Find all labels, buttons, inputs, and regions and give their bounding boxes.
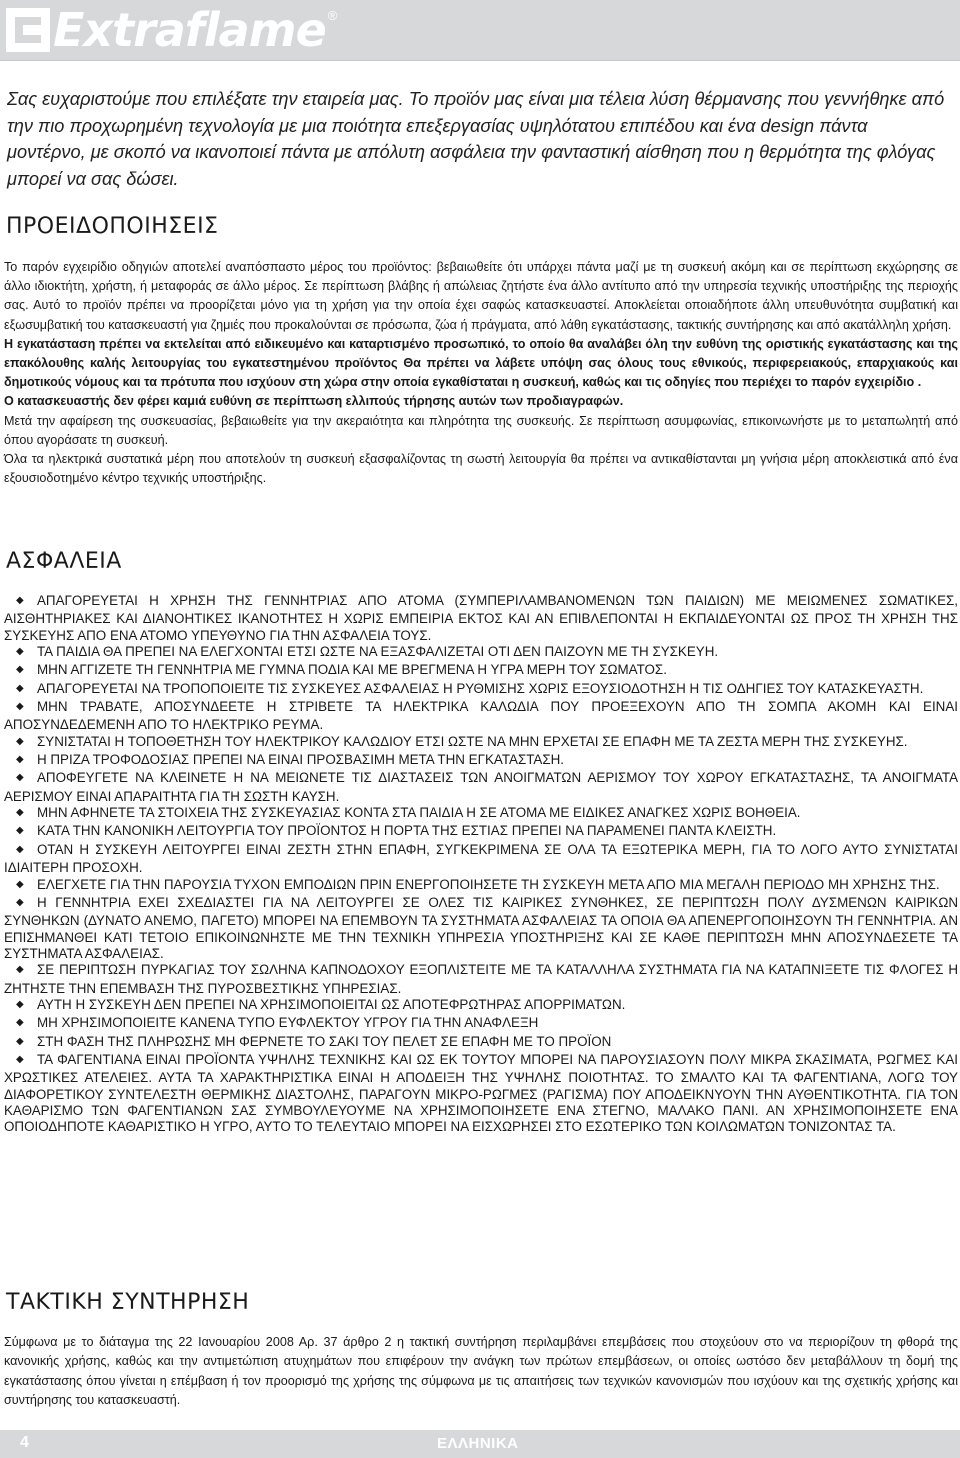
safety-item: ◆ ΣΕ ΠΕΡΙΠΤΩΣΗ ΠΥΡΚΑΓΙΑΣ ΤΟΥ ΣΩΛΗΝΑ ΚΑΠΝΟΔΟΧΟΥ ΕΞΟΠΛΙΣΤΕΙΤΕ ΜΕ ΤΑ ΚΑΤΑΛΛΗΛΑ ΣΥΣΤΗΜΑΤΑ ΓΙΑ ΝΑ ΚΑΤΑΠΝΙΞΕΤΕ ΤΙΣ ΦΛΟΓΕΣ Η ΖΗΤΗΣΤΕ ΤΗΝ ΕΠΕΜΒΑΣΗ ΤΗΣ ΠΥΡΟΣΒΕΣΤΙΚΗΣ ΥΠΗΡΕΣΙΑΣ. [4, 962, 958, 996]
diamond-bullet-icon: ◆ [16, 878, 24, 890]
diamond-bullet-icon: ◆ [16, 682, 24, 694]
maintenance-heading: ΤΑΚΤΙΚΗ ΣΥΝΤΗΡΗΣΗ [6, 1290, 250, 1315]
safety-item: ◆ ΜΗΝ ΤΡΑΒΑΤΕ, ΑΠΟΣΥΝΔΕΕΤΕ Η ΣΤΡΙΒΕΤΕ ΤΑ ΗΛΕΚΤΡΙΚΑ ΚΑΛΩΔΙΑ ΠΟΥ ΠΡΟΕΞΕΧΟΥΝ ΑΠΟ ΤΗ ΣΟΜΠΑ ΑΚΟΜΗ ΚΑΙ ΕΙΝΑΙ ΑΠΟΣΥΝΔΕΔΕΜΕΝΗ ΑΠΟ ΤΟ ΗΛΕΚΤΡΙΚΟ ΡΕΥΜΑ. [4, 699, 958, 733]
maintenance-body [4, 1333, 958, 1410]
safety-item: ◆ ΑΠΑΓΟΡΕΥΕΤΑΙ ΝΑ ΤΡΟΠΟΠΟΙΕΙΤΕ ΤΙΣ ΣΥΣΚΕΥΕΣ ΑΣΦΑΛΕΙΑΣ Η ΡΥΘΜΙΣΗΣ ΧΩΡΙΣ ΕΞΟΥΣΙΟΔΟΤΗΣΗ Η ΤΙΣ ΟΔΗΓΙΕΣ ΤΟΥ ΚΑΤΑΣΚΕΥΑΣΤΗ. [4, 681, 958, 699]
page-number: 4 [20, 1434, 29, 1451]
diamond-bullet-icon: ◆ [16, 964, 24, 976]
diamond-bullet-icon: ◆ [16, 646, 24, 658]
diamond-bullet-icon: ◆ [16, 701, 24, 713]
safety-item: ◆ ΟΤΑΝ Η ΣΥΣΚΕΥΗ ΛΕΙΤΟΥΡΓΕΙ ΕΙΝΑΙ ΖΕΣΤΗ ΣΤΗΝ ΕΠΑΦΗ, ΣΥΓΚΕΚΡΙΜΕΝΑ ΣΕ ΟΛΑ ΤΑ ΕΞΩΤΕΡΙΚΑ ΜΕΡΗ, ΓΙΑ ΤΟ ΛΟΓΟ ΑΥΤΟ ΣΥΝΙΣΤΑΤΑΙ ΙΔΙΑΙΤΕΡΗ ΠΡΟΣΟΧΗ. [4, 841, 958, 876]
diamond-bullet-icon: ◆ [16, 807, 24, 819]
diamond-bullet-icon: ◆ [16, 754, 24, 766]
brand-logo [6, 3, 338, 57]
safety-item: ◆ ΑΠΟΦΕΥΓΕΤΕ ΝΑ ΚΛΕΙΝΕΤΕ Η ΝΑ ΜΕΙΩΝΕΤΕ ΤΙΣ ΔΙΑΣΤΑΣΕΙΣ ΤΩΝ ΑΝΟΙΓΜΑΤΩΝ ΑΕΡΙΣΜΟΥ ΤΟΥ ΧΩΡΟΥ ΕΓΚΑΤΑΣΤΑΣΗΣ, ΤΑ ΑΝΟΙΓΜΑΤΑ ΑΕΡΙΣΜΟΥ ΕΙΝΑΙ ΑΠΑΡΑΙΤΗΤΑ ΓΙΑ ΤΗ ΣΩΣΤΗ ΚΑΥΣΗ. [4, 770, 958, 804]
diamond-bullet-icon: ◆ [16, 825, 24, 837]
diamond-bullet-icon: ◆ [16, 843, 24, 855]
electrical-parts-paragraph: Όλα τα ηλεκτρικά συστατικά μέρη που αποτελούν τη συσκευή εξασφαλίζοντας τη σωστή λειτουργία θα πρέπει να αντικαθίστανται μη γνήσια μέρη αποκλειστικά από ένα εξουσιοδοτημένο κέντρο τεχνικής υποστήριξης. [4, 452, 958, 486]
installation-paragraph: Η εγκατάσταση πρέπει να εκτελείται από ειδικευμένο και καταρτισμένο προσωπικό, το οποίο θα αναλάβει όλη την ευθύνη της οριστικής εγκατάστασης και της επακόλουθης καλής λειτουργίας του εγκατεστημένου προϊόντος Θα πρέπει να λάβετε υπόψη σας όλους τους εθνικούς, περιφερειακούς, επαρχιακούς και δημοτικούς νόμους και τα πρότυπα που ισχύουν στη χώρα στην οποία εγκαθίσταται η συσκευή, καθώς και τις οδηγίες που περιέχει το παρόν εγχειρίδιο . [4, 336, 958, 390]
warnings-body [4, 258, 958, 488]
logo-mark-icon [6, 8, 50, 52]
maintenance-paragraph: Σύμφωνα με το διάταγμα της 22 Ιανουαρίου 2008 Αρ. 37 άρθρο 2 η τακτική συντήρηση περιλαμβάνει επεμβάσεις που στοχεύουν στο να περιορίζουν τη φθορά της κανονικής χρήσης, καθώς και την αντιμετώπιση ατυχημάτων που επιφέρουν την ανάγκη των πρώτων επεμβάσεων, οι οποίες ωστόσο δεν μεταβάλλουν τη δομή της εγκατάστασης όπου γίνεται η επέμβαση ή τον προορισμό της χρήσης της σύμφωνα με τις απαιτήσεις των τεχνικών κανονισμών που ισχύουν και της σχετικής χρήσης και συντήρησης του κατασκευαστή. [4, 1335, 958, 1407]
diamond-bullet-icon: ◆ [16, 998, 24, 1010]
safety-item: ◆ ΕΛΕΓΧΕΤΕ ΓΙΑ ΤΗΝ ΠΑΡΟΥΣΙΑ ΤΥΧΟΝ ΕΜΠΟΔΙΩΝ ΠΡΙΝ ΕΝΕΡΓΟΠΟΙΗΣΕΤΕ ΤΗ ΣΥΣΚΕΥΗ ΜΕΤΑ ΑΠΟ ΜΙΑ ΜΕΓΑΛΗ ΠΕΡΙΟΔΟ ΜΗ ΧΡΗΣΗΣ ΤΗΣ. [4, 877, 958, 895]
footer-language: ΕΛΛΗΝΙΚΑ [437, 1435, 519, 1452]
registered-mark: ® [327, 8, 338, 23]
safety-item: ◆ ΤΑ ΠΑΙΔΙΑ ΘΑ ΠΡΕΠΕΙ ΝΑ ΕΛΕΓΧΟΝΤΑΙ ΕΤΣΙ ΩΣΤΕ ΝΑ ΕΞΑΣΦΑΛΙΖΕΤΑΙ ΟΤΙ ΔΕΝ ΠΑΙΖΟΥΝ ΜΕ ΤΗ ΣΥΣΚΕΥΗ. [4, 644, 958, 662]
safety-item: ◆ ΜΗΝ ΑΓΓΙΖΕΤΕ ΤΗ ΓΕΝΝΗΤΡΙΑ ΜΕ ΓΥΜΝΑ ΠΟΔΙΑ ΚΑΙ ΜΕ ΒΡΕΓΜΕΝΑ Η ΥΓΡΑ ΜΕΡΗ ΤΟΥ ΣΩΜΑΤΟΣ. [4, 662, 958, 680]
diamond-bullet-icon: ◆ [16, 1017, 24, 1029]
footer-bar [0, 1430, 960, 1458]
brand-name: Extraflame [53, 3, 326, 57]
safety-item: ◆ ΚΑΤΑ ΤΗΝ ΚΑΝΟΝΙΚΗ ΛΕΙΤΟΥΡΓΙΑ ΤΟΥ ΠΡΟΪΟΝΤΟΣ Η ΠΟΡΤΑ ΤΗΣ ΕΣΤΙΑΣ ΠΡΕΠΕΙ ΝΑ ΠΑΡΑΜΕΝΕΙ ΠΑΝΤΑ ΚΛΕΙΣΤΗ. [4, 823, 958, 841]
safety-item: ◆ ΜΗΝ ΑΦΗΝΕΤΕ ΤΑ ΣΤΟΙΧΕΙΑ ΤΗΣ ΣΥΣΚΕΥΑΣΙΑΣ ΚΟΝΤΑ ΣΤΑ ΠΑΙΔΙΑ Η ΣΕ ΑΤΟΜΑ ΜΕ ΕΙΔΙΚΕΣ ΑΝΑΓΚΕΣ ΧΩΡΙΣ ΒΟΗΘΕΙΑ. [4, 805, 958, 823]
diamond-bullet-icon: ◆ [16, 664, 24, 676]
diamond-bullet-icon: ◆ [16, 1035, 24, 1047]
diamond-bullet-icon: ◆ [16, 1053, 24, 1065]
safety-item: ◆ Η ΠΡΙΖΑ ΤΡΟΦΟΔΟΣΙΑΣ ΠΡΕΠΕΙ ΝΑ ΕΙΝΑΙ ΠΡΟΣΒΑΣΙΜΗ ΜΕΤΑ ΤΗΝ ΕΓΚΑΤΑΣΤΑΣΗ. [4, 752, 958, 770]
safety-item: ◆ ΑΠΑΓΟΡΕΥΕΤΑΙ Η ΧΡΗΣΗ ΤΗΣ ΓΕΝΝΗΤΡΙΑΣ ΑΠΟ ΑΤΟΜΑ (ΣΥΜΠΕΡΙΛΑΜΒΑΝΟΜΕΝΩΝ ΤΩΝ ΠΑΙΔΙΩΝ) ΜΕ ΜΕΙΩΜΕΝΕΣ ΣΩΜΑΤΙΚΕΣ, ΑΙΣΘΗΤΗΡΙΑΚΕΣ ΚΑΙ ΔΙΑΝΟΗΤΙΚΕΣ ΙΚΑΝΟΤΗΤΕΣ Η ΧΩΡΙΣ ΕΜΠΕΙΡΙΑ ΕΚΤΟΣ ΚΑΙ ΑΝ ΕΠΙΒΛΕΠΟΝΤΑΙ Η ΕΚΠΑΙΔΕΥΟΝΤΑΙ ΩΣ ΠΡΟΣ ΤΗ ΧΡΗΣΗ ΤΗΣ ΣΥΣΚΕΥΗΣ ΑΠΟ ΕΝΑ ΑΤΟΜΟ ΥΠΕΥΘΥΝΟ ΓΙΑ ΤΗΝ ΑΣΦΑΛΕΙΑ ΤΟΥΣ. [4, 593, 958, 643]
warnings-heading: ΠΡΟΕΙΔΟΠΟΙΗΣΕΙΣ [6, 214, 219, 239]
diamond-bullet-icon: ◆ [16, 735, 24, 747]
safety-item: ◆ ΑΥΤΗ Η ΣΥΣΚΕΥΗ ΔΕΝ ΠΡΕΠΕΙ ΝΑ ΧΡΗΣΙΜΟΠΟΙΕΙΤΑΙ ΩΣ ΑΠΟΤΕΦΡΩΤΗΡΑΣ ΑΠΟΡΡΙΜΑΤΩΝ. [4, 997, 958, 1015]
unpacking-paragraph: Μετά την αφαίρεση της συσκευασίας, βεβαιωθείτε για την ακεραιότητα και πληρότητα της συσκευής. Σε περίπτωση ασυμφωνίας, επικοινωνήστε με το μεταπωλητή από όπου αγοράσατε τη συσκευή. [4, 413, 958, 447]
diamond-bullet-icon: ◆ [16, 772, 24, 784]
safety-item: ◆ ΣΤΗ ΦΑΣΗ ΤΗΣ ΠΛΗΡΩΣΗΣ ΜΗ ΦΕΡΝΕΤΕ ΤΟ ΣΑΚΙ ΤΟΥ ΠΕΛΕΤ ΣΕ ΕΠΑΦΗ ΜΕ ΤΟ ΠΡΟΪΟΝ [4, 1034, 958, 1052]
safety-item: ◆ ΣΥΝΙΣΤΑΤΑΙ Η ΤΟΠΟΘΕΤΗΣΗ ΤΟΥ ΗΛΕΚΤΡΙΚΟΥ ΚΑΛΩΔΙΟΥ ΕΤΣΙ ΩΣΤΕ ΝΑ ΜΗΝ ΕΡΧΕΤΑΙ ΣΕ ΕΠΑΦΗ ΜΕ ΤΑ ΖΕΣΤΑ ΜΕΡΗ ΤΗΣ ΣΥΣΚΕΥΗΣ. [4, 734, 958, 752]
safety-heading: ΑΣΦΑΛΕΙΑ [6, 549, 122, 574]
liability-paragraph: Ο κατασκευαστής δεν φέρει καμιά ευθύνη σε περίπτωση ελλιπούς τήρησης αυτών των προδιαγραφών. [4, 394, 624, 409]
safety-list [4, 593, 958, 1136]
safety-item: ◆ Η ΓΕΝΝΗΤΡΙΑ ΕΧΕΙ ΣΧΕΔΙΑΣΤΕΙ ΓΙΑ ΝΑ ΛΕΙΤΟΥΡΓΕΙ ΣΕ ΟΛΕΣ ΤΙΣ ΚΑΙΡΙΚΕΣ ΣΥΝΘΗΚΕΣ, ΣΕ ΠΕΡΙΠΤΩΣΗ ΠΟΛΥ ΔΥΣΜΕΝΩΝ ΚΑΙΡΙΚΩΝ ΣΥΝΘΗΚΩΝ (ΔΥΝΑΤΟ ΑΝΕΜΟ, ΠΑΓΕΤΟ) ΜΠΟΡΕΙ ΝΑ ΕΠΕΜΒΟΥΝ ΤΑ ΣΥΣΤΗΜΑΤΑ ΑΣΦΑΛΕΙΑΣ ΤΑ ΟΠΟΙΑ ΘΑ ΑΠΕΝΕΡΓΟΠΟΙΗΣΟΥΝ ΤΗ ΓΕΝΝΗΤΡΙΑ. ΑΝ ΕΠΙΣΗΜΑΝΘΕΙ ΚΑΤΙ ΤΕΤΟΙΟ ΕΠΙΚΟΙΝΩΝΗΣΤΕ ΜΕ ΤΗΝ ΤΕΧΝΙΚΗ ΥΠΗΡΕΣΙΑ ΥΠΟΣΤΗΡΙΞΗΣ ΚΑΙ ΣΕ ΚΑΘΕ ΠΕΡΙΠΤΩΣΗ ΜΗΝ ΑΠΟΣΥΝΔΕΣΕΤΕ ΤΑ ΣΥΣΤΗΜΑΤΑ ΑΣΦΑΛΕΙΑΣ. [4, 894, 958, 961]
diamond-bullet-icon: ◆ [16, 595, 24, 606]
safety-item: ◆ ΤΑ ΦΑΓΕΝΤΙΑΝΑ ΕΙΝΑΙ ΠΡΟΪΟΝΤΑ ΥΨΗΛΗΣ ΤΕΧΝΙΚΗΣ ΚΑΙ ΩΣ ΕΚ ΤΟΥΤΟΥ ΜΠΟΡΕΙ ΝΑ ΠΑΡΟΥΣΙΑΣΟΥΝ ΠΟΛΥ ΜΙΚΡΑ ΣΚΑΣΙΜΑΤΑ, ΡΩΓΜΕΣ ΚΑΙ ΧΡΩΣΤΙΚΕΣ ΑΤΕΛΕΙΕΣ. ΑΥΤΑ ΤΑ ΧΑΡΑΚΤΗΡΙΣΤΙΚΑ ΕΙΝΑΙ Η ΑΠΟΔΕΙΞΗ ΤΗΣ ΥΨΗΛΗΣ ΠΟΙΟΤΗΤΑΣ. ΤΟ ΣΜΑΛΤΟ ΚΑΙ ΤΑ ΦΑΓΕΝΤΙΑΝΑ, ΛΟΓΩ ΤΟΥ ΔΙΑΦΟΡΕΤΙΚΟΥ ΣΥΝΤΕΛΕΣΤΗ ΘΕΡΜΙΚΗΣ ΔΙΑΣΤΟΛΗΣ, ΠΑΡΑΓΟΥΝ ΜΙΚΡΟ-ΡΩΓΜΕΣ (ΡΑΓΙΣΜΑ) ΠΟΥ ΑΠΟΔΕΙΚΝΥΟΥΝ ΤΗΝ ΑΥΘΕΝΤΙΚΟΤΗΤΑ. ΓΙΑ ΤΟΝ ΚΑΘΑΡΙΣΜΟ ΤΩΝ ΦΑΓΕΝΤΙΑΝΩΝ ΣΑΣ ΣΥΜΒΟΥΛΕΥΟΥΜΕ ΝΑ ΧΡΗΣΙΜΟΠΟΙΗΣΕΤΕ ΕΝΑ ΣΤΕΓΝΟ, ΜΑΛΑΚΟ ΠΑΝΙ. ΑΝ ΧΡΗΣΙΜΟΠΟΙΗΣΕΤΕ ΕΝΑ ΟΠΟΙΟΔΗΠΟΤΕ ΚΑΘΑΡΙΣΤΙΚΟ Η ΥΓΡΟ, ΑΥΤΟ ΤΟ ΤΕΛΕΥΤΑΙΟ ΜΠΟΡΕΙ ΝΑ ΕΙΣΧΩΡΗΣΕΙ ΣΤΟ ΕΣΩΤΕΡΙΚΟ ΤΩΝ ΚΟΙΛΩΜΑΤΩΝ ΤΟΝΙΖΟΝΤΑΣ ΤΑ. [4, 1051, 958, 1135]
warnings-paragraph: Το παρόν εγχειρίδιο οδηγιών αποτελεί αναπόσπαστο μέρος του προϊόντος: βεβαιωθείτε ότι υπάρχει πάντα μαζί με τη συσκευή ακόμη και σε περίπτωση εκχώρησης σε άλλο ιδιοκτήτη, χρήστη, ή μεταφοράς σε άλλο μέρος. Σε περίπτωση βλάβης ή απώλειας ζητήστε ένα άλλο αντίτυπο από την υπηρεσία τεχνικής υποστήριξης της περιοχής σας. Αυτό το προϊόν πρέπει να προορίζεται μόνο για τη χρήση για την οποία έχει σαφώς κατασκευαστεί. Αποκλείεται οποιαδήποτε άλλη υπευθυνότητα συμβατική και εξωσυμβατική του κατασκευαστή για ζημιές που προκαλούνται σε πρόσωπα, ζώα ή πράγματα, από λάθη εγκατάστασης, τακτικής συντήρησης και από ακατάλληλη χρήση. [4, 260, 958, 332]
intro-text: Σας ευχαριστούμε που επιλέξατε την εταιρεία μας. Το προϊόν μας είναι μια τέλεια λύση θέρμανσης που γεννήθηκε από την πιο προχωρημένη τεχνολογία με μια ποιότητα επεξεργασίας υψηλότατου επιπέδου και ένα design πάντα μοντέρνο, με σκοπό να ικανοποιεί πάντα με απόλυτη ασφάλεια την φανταστική αίσθηση που η θερμότητα της φλόγας μπορεί να σας δώσει. [7, 89, 945, 189]
header-bar [0, 0, 960, 61]
safety-item: ◆ ΜΗ ΧΡΗΣΙΜΟΠΟΙΕΙΤΕ ΚΑΝΕΝΑ ΤΥΠΟ ΕΥΦΛΕΚΤΟΥ ΥΓΡΟΥ ΓΙΑ ΤΗΝ ΑΝΑΦΛΕΞΗ [4, 1015, 958, 1033]
diamond-bullet-icon: ◆ [16, 896, 24, 908]
